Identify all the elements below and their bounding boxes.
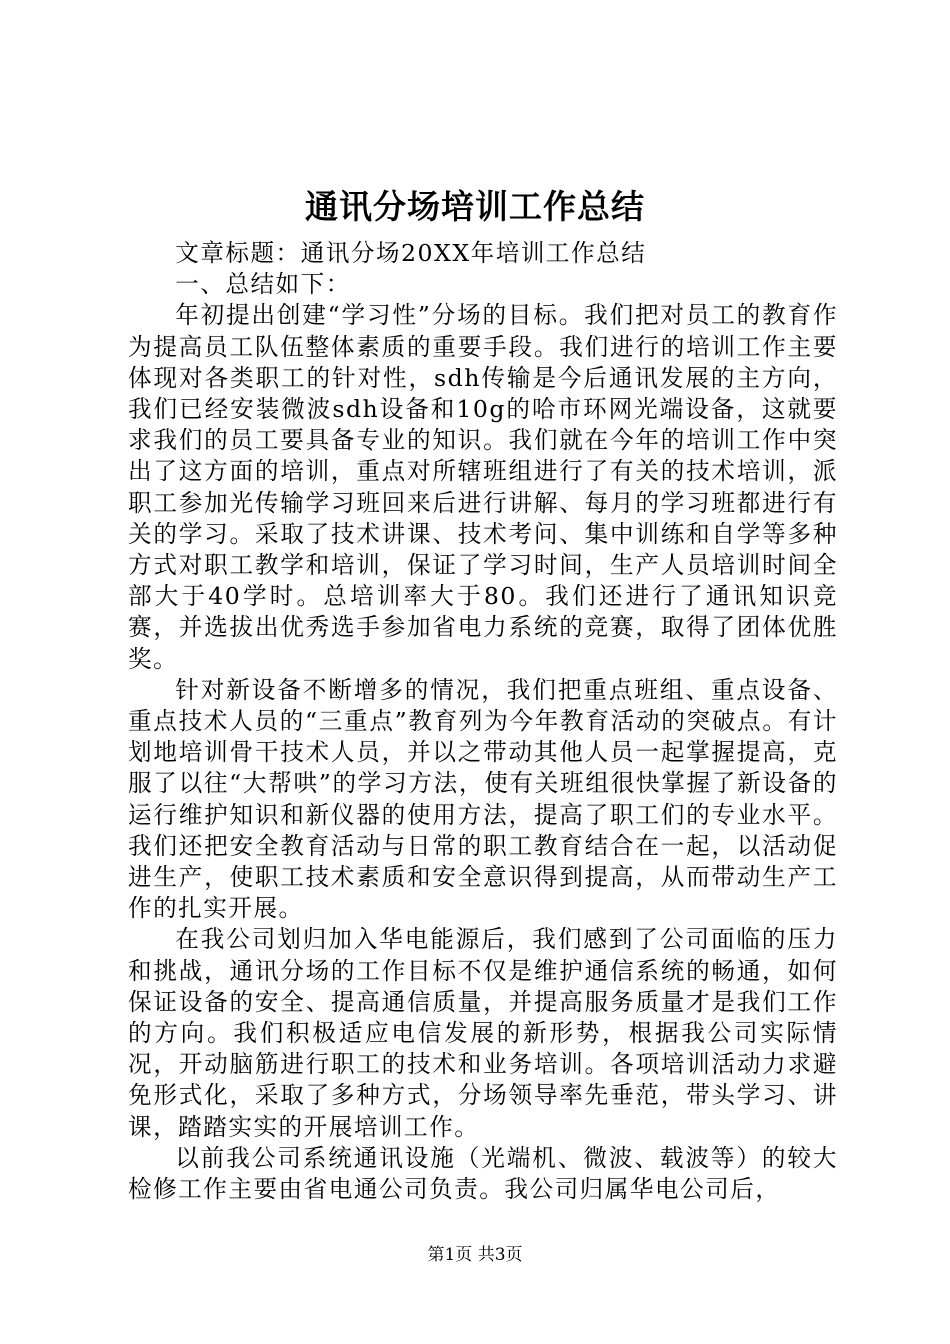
paragraph-2: 针对新设备不断增多的情况，我们把重点班组、重点设备、重点技术人员的“三重点”教育列为今年教育活动的突破点。有计划地培训骨干技术人员，并以之带动其他人员一起掌握提高，克服了以往“大帮哄”的学习方法，使有关班组很快掌握了新设备的运行维护知识和新仪器的使用方法，提高了职工们的专业水平。我们还把安全教育活动与日常的职工教育结合在一起，以活动促进生产，使职工技术素质和安全意识得到提高，从而带动生产工作的扎实开展。 <box>128 675 838 923</box>
article-title-line: 文章标题：通讯分场20XX年培训工作总结 <box>175 239 647 267</box>
paragraph-1: 年初提出创建“学习性”分场的目标。我们把对员工的教育作为提高员工队伍整体素质的重要手段。我们进行的培训工作主要体现对各类职工的针对性，sdh传输是今后通讯发展的主方向，我们已经安装微波sdh设备和10g的哈市环网光端设备，这就要求我们的员工要具备专业的知识。我们就在今年的培训工作中突出了这方面的培训，重点对所辖班组进行了有关的技术培训，派职工参加光传输学习班回来后进行讲解、每月的学习班都进行有关的学习。采取了技术讲课、技术考问、集中训练和自学等多种方式对职工教学和培训，保证了学习时间，生产人员培训时间全部大于40学时。总培训率大于80。我们还进行了通讯知识竞赛，并选拔出优秀选手参加省电力系统的竞赛，取得了团体优胜奖。 <box>128 301 838 673</box>
document-body <box>128 238 838 1205</box>
document-title: 通讯分场培训工作总结 <box>305 187 645 226</box>
paragraph-3: 在我公司划归加入华电能源后，我们感到了公司面临的压力和挑战，通讯分场的工作目标不仅是维护通信系统的畅通，如何保证设备的安全、提高通信质量，并提高服务质量才是我们工作的方向。我们积极适应电信发展的新形势，根据我公司实际情况，开动脑筋进行职工的技术和业务培训。各项培训活动力求避免形式化，采取了多种方式，分场领导率先垂范，带头学习、讲课，踏踏实实的开展培训工作。 <box>128 925 838 1141</box>
section-heading: 一、总结如下： <box>175 270 351 299</box>
paragraph-4: 以前我公司系统通讯设施（光端机、微波、载波等）的较大检修工作主要由省电通公司负责。我公司归属华电公司后， <box>128 1143 838 1204</box>
page-footer: 第1页 共3页 <box>427 1245 523 1265</box>
